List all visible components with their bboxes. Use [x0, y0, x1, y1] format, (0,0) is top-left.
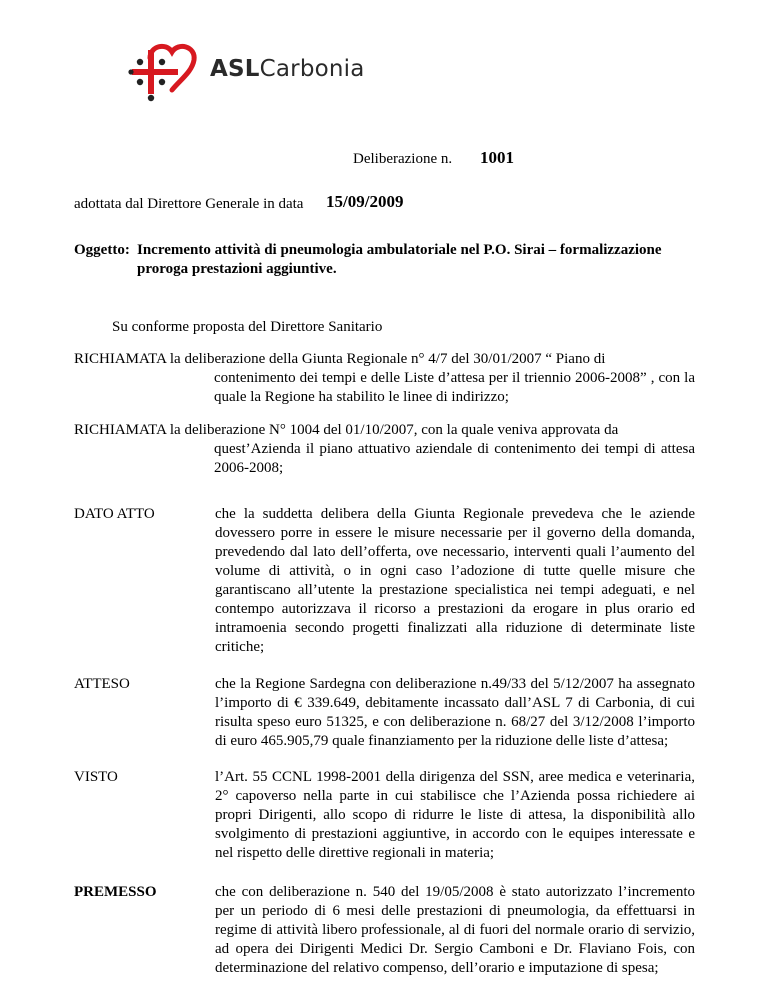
logo-wordmark: ASLCarbonia: [210, 56, 365, 82]
asl-carbonia-logo: [128, 40, 388, 104]
section-text-rest: quest’Azienda il piano attuativo aziendale di contenimento dei tempi di attesa 2006-2008;: [214, 441, 695, 476]
subject-line-2: proroga prestazioni aggiuntive.: [137, 261, 337, 277]
section-label-dato-atto: DATO ATTO: [74, 506, 155, 522]
deliberation-number: 1001: [480, 148, 514, 167]
section-label: RICHIAMATA: [74, 351, 167, 367]
section-text-dato-atto: che la suddetta delibera della Giunta Regionale prevedeva che le aziende dovessero porre in essere le misure necessarie per il governo della domanda, prevedendo dal lato dell’offerta, ove necessario, interventi quali l’aumento del volume di attività, o in ogni caso l’adozione di tutte quelle misure che garantiscano all’utente la prestazione specialistica nei tempi adeguati, e nel contempo autorizzava il ricorso a prestazioni da erogare in plus orario ed intramoenia secondo progetti finalizzati alla riduzione di determinate liste critiche;: [215, 506, 695, 655]
section-text-premesso: che con deliberazione n. 540 del 19/05/2008 è stato autorizzato l’incremento per un periodo di 6 mesi delle prestazioni di pneumologia, da effettuarsi in regime di attività libero professionale, al di fuori del normale orario di servizio, ad opera dei Dirigenti Medici Dr. Sergio Camboni e Dr. Flaviano Fois, con determinazione del relativo compenso, dell’orario e imputazione di spesa;: [215, 884, 695, 976]
section-label-premesso: PREMESSO: [74, 884, 157, 900]
subject-label: Oggetto:: [74, 242, 130, 258]
intro-text: Su conforme proposta del Direttore Sanitario: [112, 319, 383, 335]
subject-line-1: Incremento attività di pneumologia ambulatoriale nel P.O. Sirai – formalizzazione: [137, 242, 662, 258]
section-label-atteso: ATTESO: [74, 676, 130, 692]
adopted-date: 15/09/2009: [326, 192, 404, 211]
section-label-visto: VISTO: [74, 769, 118, 785]
section-richiamata-2: [74, 421, 695, 478]
deliberation-label: Deliberazione n.: [353, 151, 453, 167]
adopted-label: adottata dal Direttore Generale in data: [74, 196, 304, 212]
section-text-visto: l’Art. 55 CCNL 1998-2001 della dirigenza del SSN, aree medica e veterinaria, 2° capoverso nella parte in cui stabilisce che l’Azienda possa richiedere ai propri Dirigenti, allo scopo di ridurre le liste di attesa, la disponibilità allo svolgimento di prestazioni aggiuntive, in accordo con le equipes interessate e nel rispetto delle direttive regionali in materia;: [215, 769, 695, 861]
section-text-first: la deliberazione N° 1004 del 01/10/2007, con la quale veniva approvata da: [169, 422, 619, 438]
section-richiamata-1: [74, 350, 695, 407]
asl-logo-icon: [128, 40, 204, 104]
section-text-rest: contenimento dei tempi e delle Liste d’attesa per il triennio 2006-2008” , con la quale la Regione ha stabilito le linee di indirizzo;: [214, 370, 695, 405]
section-text-first: la deliberazione della Giunta Regionale n° 4/7 del 30/01/2007 “ Piano di: [169, 351, 606, 367]
section-text-atteso: che la Regione Sardegna con deliberazione n.49/33 del 5/12/2007 ha assegnato l’importo di € 339.649, debitamente incassato dall’ASL 7 di Carbonia, di cui risulta speso euro 51325, e con deliberazione n. 68/27 del 3/12/2008 l’importo di euro 465.905,79 quale finanziamento per la riduzione delle liste d’attesa;: [215, 676, 695, 749]
section-label: RICHIAMATA: [74, 422, 167, 438]
